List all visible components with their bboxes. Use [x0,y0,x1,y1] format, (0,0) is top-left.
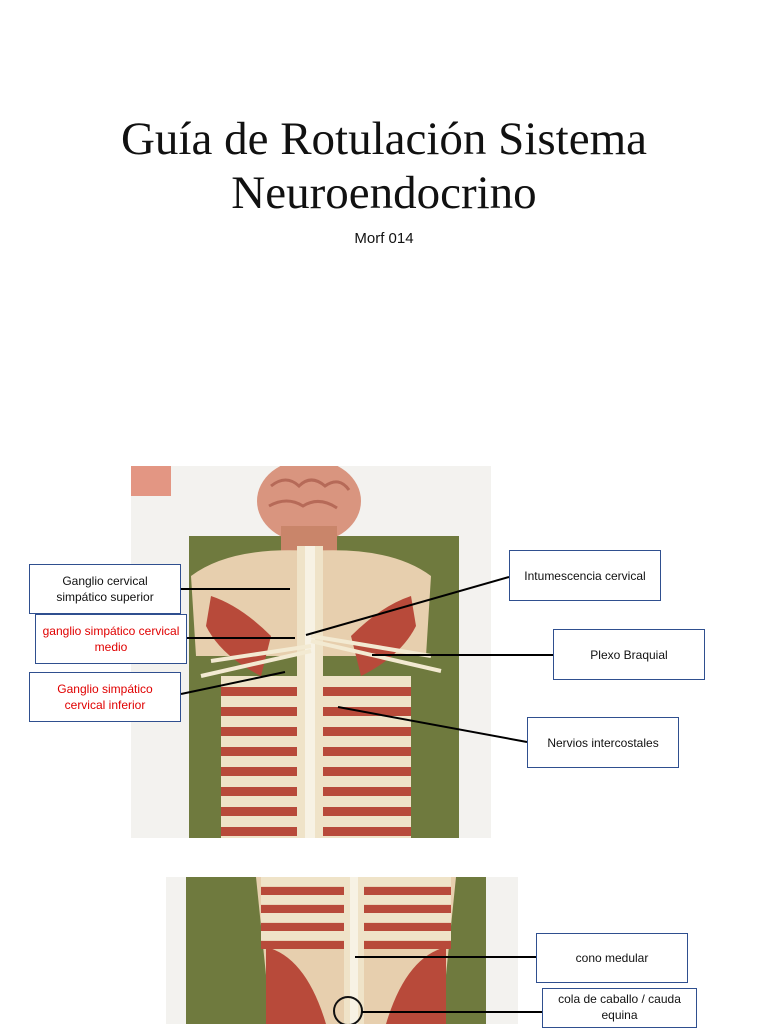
label-text: ganglio simpático cervical medio [42,624,180,654]
label-intumescencia-cervical [509,550,661,601]
label-ganglio-cervical-medio [35,614,187,664]
label-ganglio-cervical-superior [29,564,181,614]
label-text: Ganglio simpático cervical inferior [57,682,153,712]
label-ganglio-cervical-inferior [29,672,181,722]
label-cono-medular [536,933,688,983]
label-text: cono medular [575,951,649,965]
title-line-2: Neuroendocrino [231,167,537,219]
page-title [0,112,768,220]
label-text: Intumescencia cervical [524,568,646,583]
label-plexo-braquial [553,629,705,680]
label-text: Nervios intercostales [547,735,659,750]
page-subtitle: Morf 014 [354,230,414,247]
label-nervios-intercostales [527,717,679,768]
label-text: cola de caballo / cauda equina [558,992,681,1022]
label-text: Ganglio cervical simpático superior [56,574,154,604]
label-cola-de-caballo [542,988,697,1028]
anatomy-photo-lower [166,877,518,1024]
label-text: Plexo Braquial [590,647,668,662]
title-line-1: Guía de Rotulación Sistema [120,113,648,165]
